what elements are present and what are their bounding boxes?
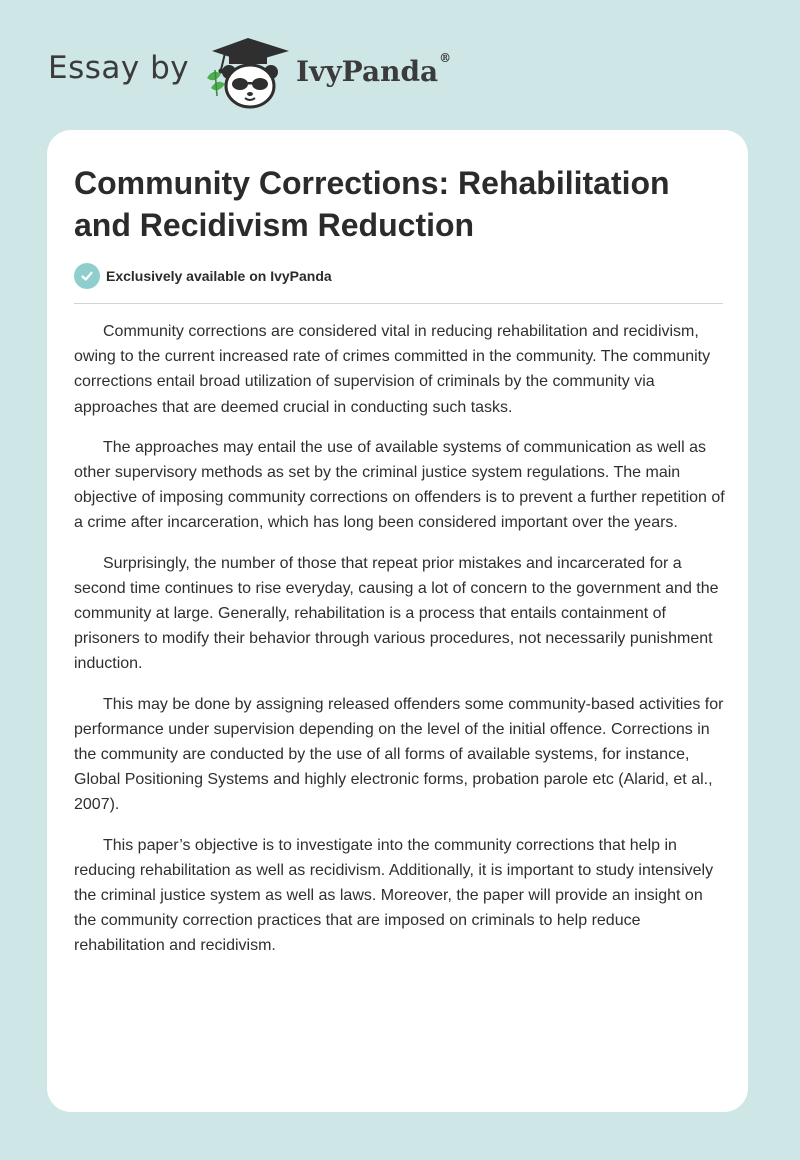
- paragraph: Community corrections are considered vital in reducing rehabilitation and recidivism, owing to the current increased rate of crimes committed in the community. The community corrections entail broad utilization of supervision of criminals by the community via approaches that are deemed crucial in conducting such tasks.: [74, 323, 711, 416]
- page-title: Community Corrections: Rehabilitation and Recidivism Reduction: [74, 165, 670, 243]
- paragraph: This may be done by assigning released offenders some community-based activities for performance under supervision depending on the level of the initial offence. Corrections in the community are conducted by the use of all forms of available systems, for instance, Global Positioning Systems and highly electronic forms, probation parole etc (Alarid, et al., 2007).: [74, 695, 724, 814]
- paragraph: Surprisingly, the number of those that repeat prior mistakes and incarcerated for a second time continues to rise everyday, causing a lot of concern to the government and the community at large. Generally, rehabilitation is a process that entails containment of prisoners to modify their behavior through various procedures, not necessarily punishment induction.: [74, 554, 719, 673]
- site-header: [0, 0, 800, 130]
- panda-graduate-icon[interactable]: [203, 34, 293, 110]
- essay-body: [74, 319, 726, 974]
- exclusive-badge: [74, 263, 332, 289]
- essay-card: [47, 130, 748, 1112]
- exclusive-badge-label: Exclusively available on IvyPanda: [106, 268, 332, 284]
- registered-mark: ®: [439, 51, 452, 65]
- brand-text: IvyPanda: [296, 55, 439, 88]
- paragraph: This paper’s objective is to investigate into the community corrections that help in reducing rehabilitation as well as recidivism. Additionally, it is important to study intensively the criminal justice system as well as laws. Moreover, the paper will provide an insight on the community correction practices that are imposed on criminals to help reduce rehabilitation and recidivism.: [74, 836, 714, 955]
- divider: [74, 303, 723, 304]
- check-icon: [74, 263, 100, 289]
- paragraph: The approaches may entail the use of available systems of communication as well as other supervisory methods as set by the criminal justice system regulations. The main objective of imposing community corrections on offenders is to prevent a further repetition of a crime after incarceration, which has long been considered important over the years.: [74, 438, 725, 532]
- essay-by-label: Essay by: [48, 50, 190, 86]
- brand-name[interactable]: [296, 51, 452, 88]
